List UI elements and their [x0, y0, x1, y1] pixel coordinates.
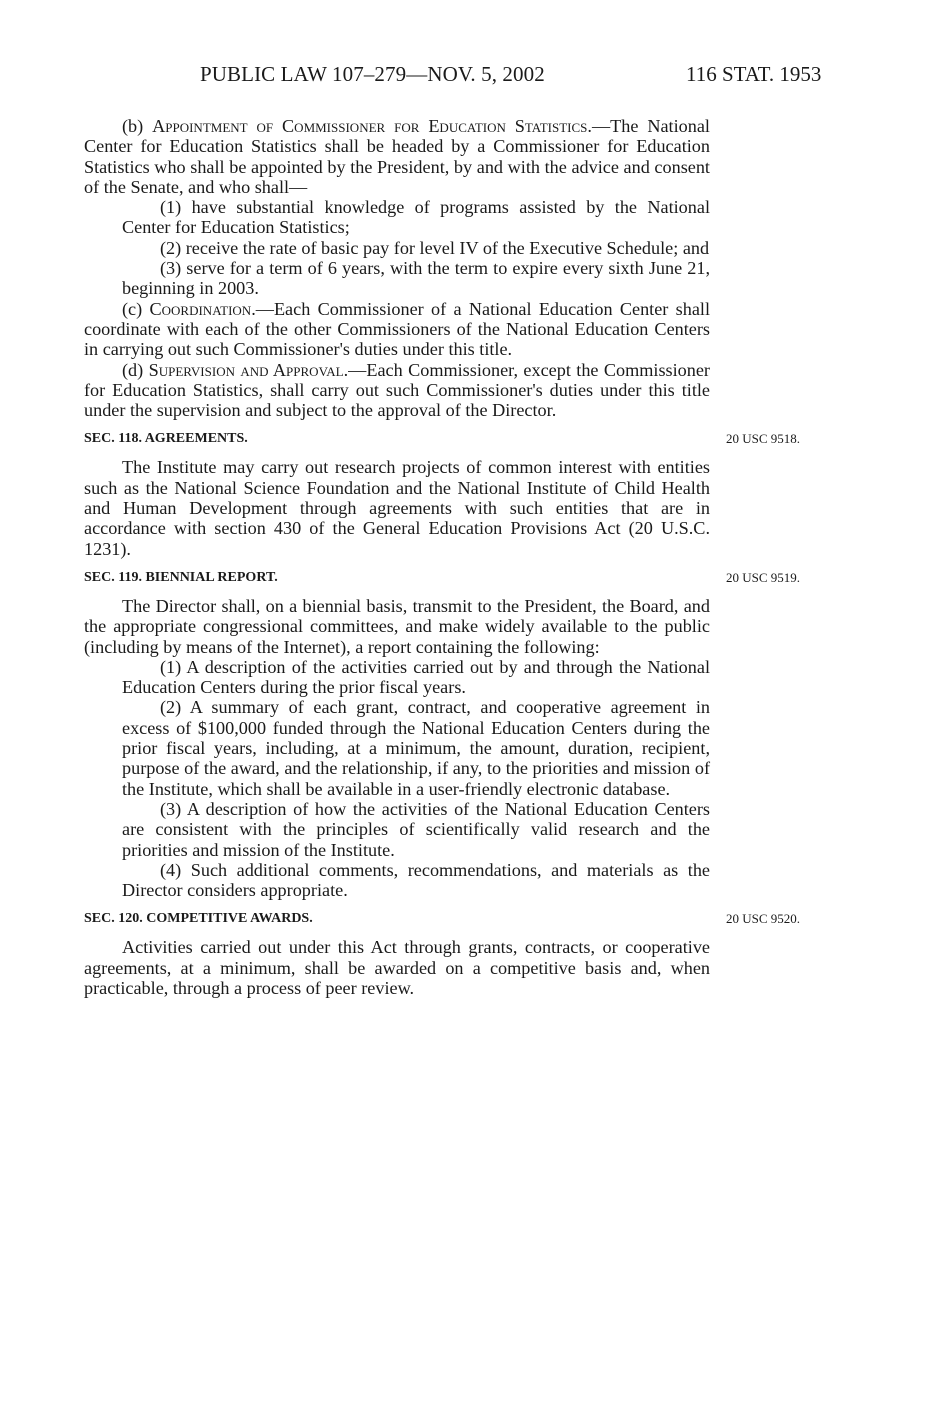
section-119-heading-row	[84, 569, 801, 586]
section-118-text: The Institute may carry out research projects of common interest with entities such as the National Science Foundation and the National Institute of Child Health and Human Development through agreements with such entities that are in accordance with section 430 of the General Education Provisions Act (20 U.S.C. 1231).	[84, 457, 710, 559]
section-119-text: The Director shall, on a biennial basis, transmit to the President, the Board, and the appropriate congressional committees, and make widely available to the public (including by means of the Internet), a report containing the following:	[84, 595, 710, 657]
subsection-b-item-1: (1) have substantial knowledge of programs assisted by the National Center for Education Statistics;	[122, 197, 710, 238]
subsection-c	[84, 299, 710, 360]
subsection-c-label: (c)	[122, 298, 150, 319]
subsection-b-item-2: (2) receive the rate of basic pay for level IV of the Executive Schedule; and	[160, 237, 710, 258]
section-119-heading: SEC. 119. BIENNIAL REPORT.	[84, 569, 278, 585]
section-120-text: Activities carried out under this Act through grants, contracts, or cooperative agreements, at a minimum, shall be awarded on a competitive basis and, when practicable, through a process of peer review.	[84, 937, 710, 998]
section-120-heading-row	[84, 911, 801, 927]
section-119-item-4: (4) Such additional comments, recommendations, and materials as the Director considers appropriate.	[122, 859, 710, 901]
section-120-heading: SEC. 120. COMPETITIVE AWARDS.	[84, 911, 313, 927]
subsection-b-label: (b)	[122, 116, 153, 136]
subsection-c-text: —Each Commissioner of a National Education Center shall coordinate with each of the other Commissioners of the National Education Centers in carrying out such Commissioner's duties under this title.	[84, 298, 711, 360]
subsection-d-heading: Supervision and Approval.	[148, 359, 349, 380]
section-118-heading-row	[84, 431, 801, 447]
section-118-heading: SEC. 118. AGREEMENTS.	[84, 431, 248, 447]
section-119-item-2: (2) A summary of each grant, contract, and cooperative agreement in excess of $100,000 funded through the National Education Centers during the prior fiscal years, including, at a minimum, the amount, duration, recipient, purpose of the award, and the relationship, if any, to the priorities and mission of the Institute, which shall be available in a user-friendly electronic database.	[122, 697, 710, 799]
stat-page-number: 116 STAT. 1953	[686, 62, 822, 86]
subsection-b-heading: Appointment of Commissioner for Education Statistics.	[152, 116, 592, 136]
subsection-d-label: (d)	[122, 359, 149, 380]
section-120-margin-note: 20 USC 9520.	[726, 911, 801, 927]
subsection-b	[84, 116, 710, 197]
section-118-margin-note: 20 USC 9518.	[726, 431, 801, 447]
running-head: PUBLIC LAW 107–279—NOV. 5, 2002	[200, 62, 545, 86]
page-body	[84, 116, 801, 998]
subsection-d	[84, 360, 710, 421]
section-119-margin-note: 20 USC 9519.	[726, 569, 801, 585]
subsection-b-text: —The National Center for Education Statistics shall be headed by a Commissioner for Education Statistics who shall be appointed by the President, by and with the advice and consent of the Senate, and who shall—	[84, 116, 710, 197]
subsection-d-text: —Each Commissioner, except the Commissioner for Education Statistics, shall carry out such Commissioner's duties under this title under the supervision and subject to the approval of the Director.	[84, 359, 710, 421]
section-119-item-3: (3) A description of how the activities of the National Education Centers are consistent with the principles of scientifically valid research and the priorities and mission of the Institute.	[122, 798, 710, 860]
subsection-b-item-3: (3) serve for a term of 6 years, with the term to expire every sixth June 21, beginning in 2003.	[122, 258, 710, 299]
subsection-c-heading: Coordination.	[149, 298, 256, 319]
section-119-item-1: (1) A description of the activities carried out by and through the National Education Centers during the prior fiscal years.	[122, 656, 710, 698]
